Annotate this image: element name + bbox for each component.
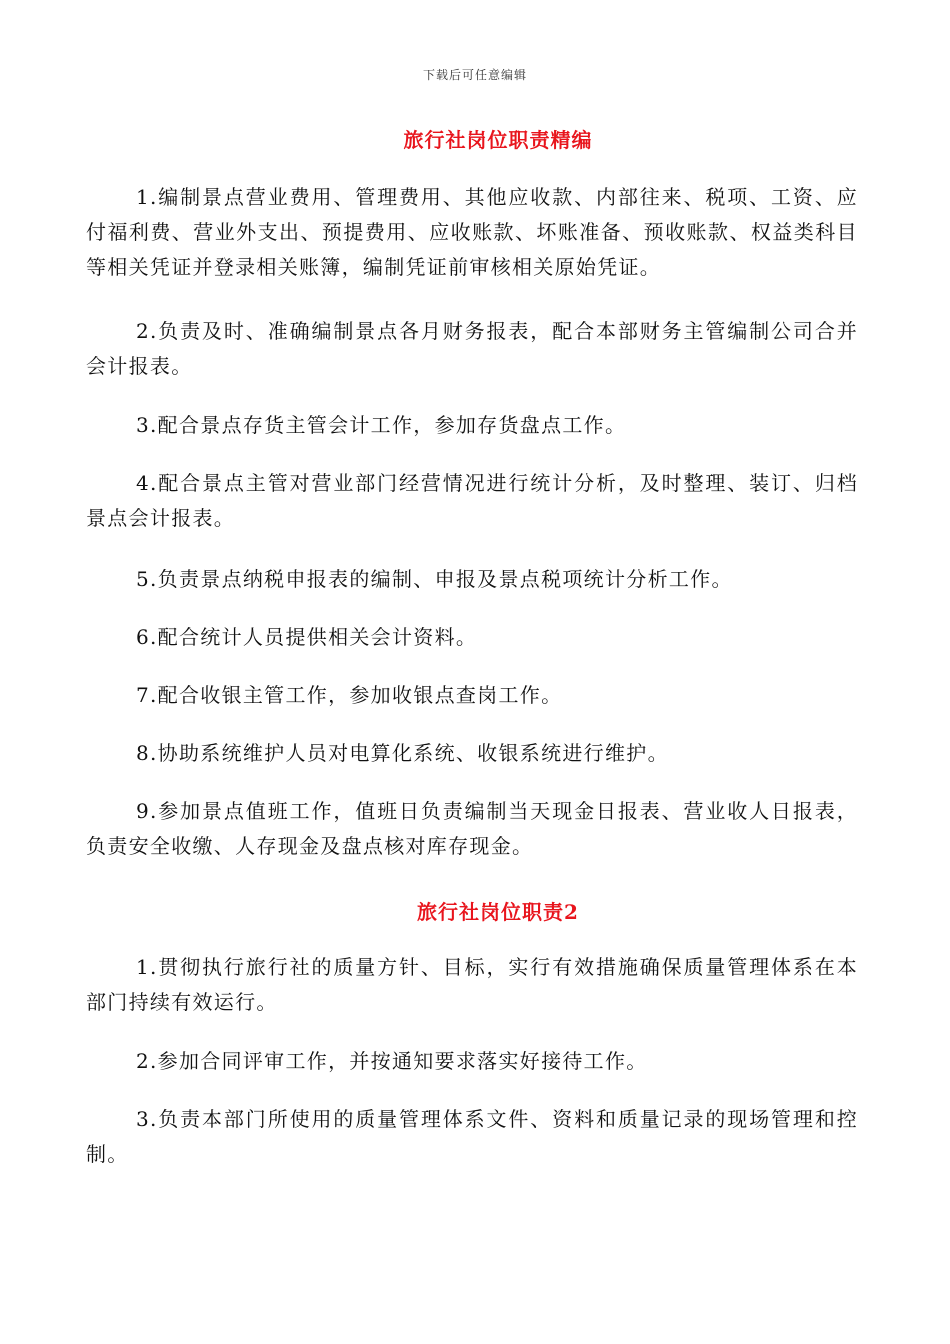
paragraph-1-4: 4.配合景点主管对营业部门经营情况进行统计分析，及时整理、装订、归档景点会计报表。: [86, 471, 858, 530]
paragraph-1-7: 7.配合收银主管工作，参加收银点查岗工作。: [136, 683, 563, 707]
paragraph-1-9: 9.参加景点值班工作，值班日负责编制当天现金日报表、营业收人日报表，负责安全收缴、人存现金及盘点核对库存现金。: [86, 799, 858, 858]
section-title-1: 旅行社岗位职责精编: [403, 128, 593, 152]
header-note: 下载后可任意编辑: [422, 68, 527, 82]
paragraph-2-1: 1.贯彻执行旅行社的质量方针、目标，实行有效措施确保质量管理体系在本部门持续有效运行。: [86, 955, 858, 1014]
paragraph-2-2: 2.参加合同评审工作，并按通知要求落实好接待工作。: [136, 1049, 648, 1073]
paragraph-2-3: 3.负责本部门所使用的质量管理体系文件、资料和质量记录的现场管理和控制。: [86, 1107, 858, 1166]
paragraph-1-3: 3.配合景点存货主管会计工作，参加存货盘点工作。: [136, 413, 627, 437]
paragraph-1-1: 1.编制景点营业费用、管理费用、其他应收款、内部往来、税项、工资、应付福利费、营业外支出、预提费用、应收账款、坏账准备、预收账款、权益类科目等相关凭证并登录相关账簿，编制凭证前审核相关原始凭证。: [86, 185, 858, 279]
paragraph-1-5: 5.负责景点纳税申报表的编制、申报及景点税项统计分析工作。: [136, 567, 733, 591]
paragraph-1-6: 6.配合统计人员提供相关会计资料。: [136, 625, 478, 649]
section-title-2: 旅行社岗位职责2: [417, 900, 579, 924]
paragraph-1-8: 8.协助系统维护人员对电算化系统、收银系统进行维护。: [136, 741, 669, 765]
paragraph-1-2: 2.负责及时、准确编制景点各月财务报表，配合本部财务主管编制公司合并会计报表。: [86, 319, 858, 378]
